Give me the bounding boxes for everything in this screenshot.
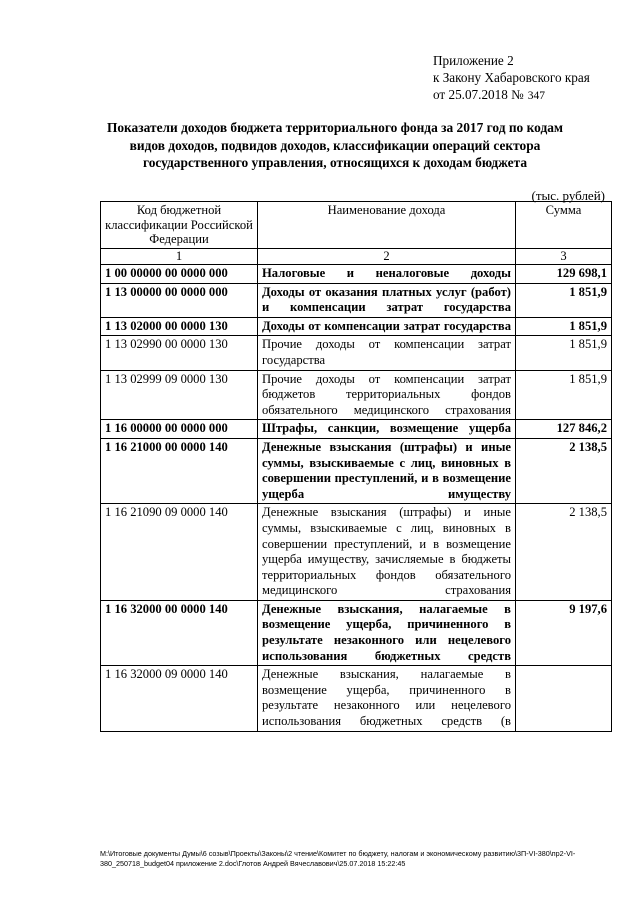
row-sum: 1 851,9 [516, 317, 612, 336]
appendix-date: от 25.07.2018 № [433, 87, 524, 102]
row-name: Денежные взыскания (штрафы) и иные суммы, взыскиваемые с лиц, виновных в совершении преступлений, и в возмещение ущерба имуществу [258, 438, 516, 503]
header-code: Код бюджетной классификации Российской Федерации [101, 202, 258, 249]
row-code: 1 13 02000 00 0000 130 [101, 317, 258, 336]
table-header-row [101, 202, 612, 249]
row-code: 1 16 00000 00 0000 000 [101, 420, 258, 439]
income-table [100, 201, 612, 732]
row-name: Денежные взыскания, налагаемые в возмещение ущерба, причиненного в результате незаконного или нецелевого использования бюджетных средств [258, 600, 516, 665]
row-name: Доходы от оказания платных услуг (работ) и компенсации затрат государства [258, 283, 516, 317]
column-number: 3 [516, 249, 612, 265]
row-name: Штрафы, санкции, возмещение ущерба [258, 420, 516, 439]
row-code: 1 13 00000 00 0000 000 [101, 283, 258, 317]
row-code: 1 16 32000 00 0000 140 [101, 600, 258, 665]
table-row [101, 438, 612, 503]
table-row [101, 317, 612, 336]
units-label: (тыс. рублей) [531, 188, 605, 203]
row-sum: 2 138,5 [516, 504, 612, 601]
row-sum: 129 698,1 [516, 265, 612, 284]
table-row [101, 370, 612, 420]
table-row [101, 265, 612, 284]
appendix-block [433, 52, 590, 105]
table-row [101, 336, 612, 370]
appendix-date-line [433, 86, 590, 105]
row-sum: 9 197,6 [516, 600, 612, 665]
row-sum: 2 138,5 [516, 438, 612, 503]
appendix-label: Приложение 2 [433, 53, 514, 68]
table-row [101, 283, 612, 317]
appendix-law-ref: к Закону Хабаровского края [433, 70, 590, 85]
row-name: Доходы от компенсации затрат государства [258, 317, 516, 336]
row-code: 1 13 02990 00 0000 130 [101, 336, 258, 370]
row-sum: 1 851,9 [516, 370, 612, 420]
row-sum: 1 851,9 [516, 336, 612, 370]
row-code: 1 16 21000 00 0000 140 [101, 438, 258, 503]
row-code: 1 13 02999 09 0000 130 [101, 370, 258, 420]
column-number: 1 [101, 249, 258, 265]
row-name: Денежные взыскания (штрафы) и иные суммы, взыскиваемые с лиц, виновных в совершении преступлений, и в возмещение ущерба имуществу, зачисляемые в бюджеты территориальных фондов обязательного медицинского страхования [258, 504, 516, 601]
row-code: 1 00 00000 00 0000 000 [101, 265, 258, 284]
appendix-number: 347 [527, 90, 545, 102]
header-sum: Сумма [516, 202, 612, 249]
row-code: 1 16 32000 09 0000 140 [101, 666, 258, 731]
column-number-row [101, 249, 612, 265]
row-name: Налоговые и неналоговые доходы [258, 265, 516, 284]
row-sum [516, 666, 612, 731]
column-number: 2 [258, 249, 516, 265]
table-row [101, 420, 612, 439]
row-sum: 127 846,2 [516, 420, 612, 439]
row-sum: 1 851,9 [516, 283, 612, 317]
header-name: Наименование дохода [258, 202, 516, 249]
table-row [101, 504, 612, 601]
row-name: Прочие доходы от компенсации затрат государства [258, 336, 516, 370]
table-row [101, 666, 612, 731]
document-title: Показатели доходов бюджета территориального фонда за 2017 год по кодам видов доходов, подвидов доходов, классификации операций сектора государственного управления, относящихся к доходам бюджета [106, 120, 564, 170]
file-path-footer: M:\Итоговые документы Думы\6 созыв\Проекты\Законы\2 чтение\Комитет по бюджету, налогам и экономическому развитию\3П-VI-380\пр2-VI-380_250718_budget04 приложение 2.doc\Глотов Андрей Вячеславович\25.07.2018 15:22:45 [100, 849, 576, 868]
row-code: 1 16 21090 09 0000 140 [101, 504, 258, 601]
table-row [101, 600, 612, 665]
row-name: Денежные взыскания, налагаемые в возмещение ущерба, причиненного в результате незаконного или нецелевого использования бюджетных средств (в [258, 666, 516, 731]
row-name: Прочие доходы от компенсации затрат бюджетов территориальных фондов обязательного медицинского страхования [258, 370, 516, 420]
